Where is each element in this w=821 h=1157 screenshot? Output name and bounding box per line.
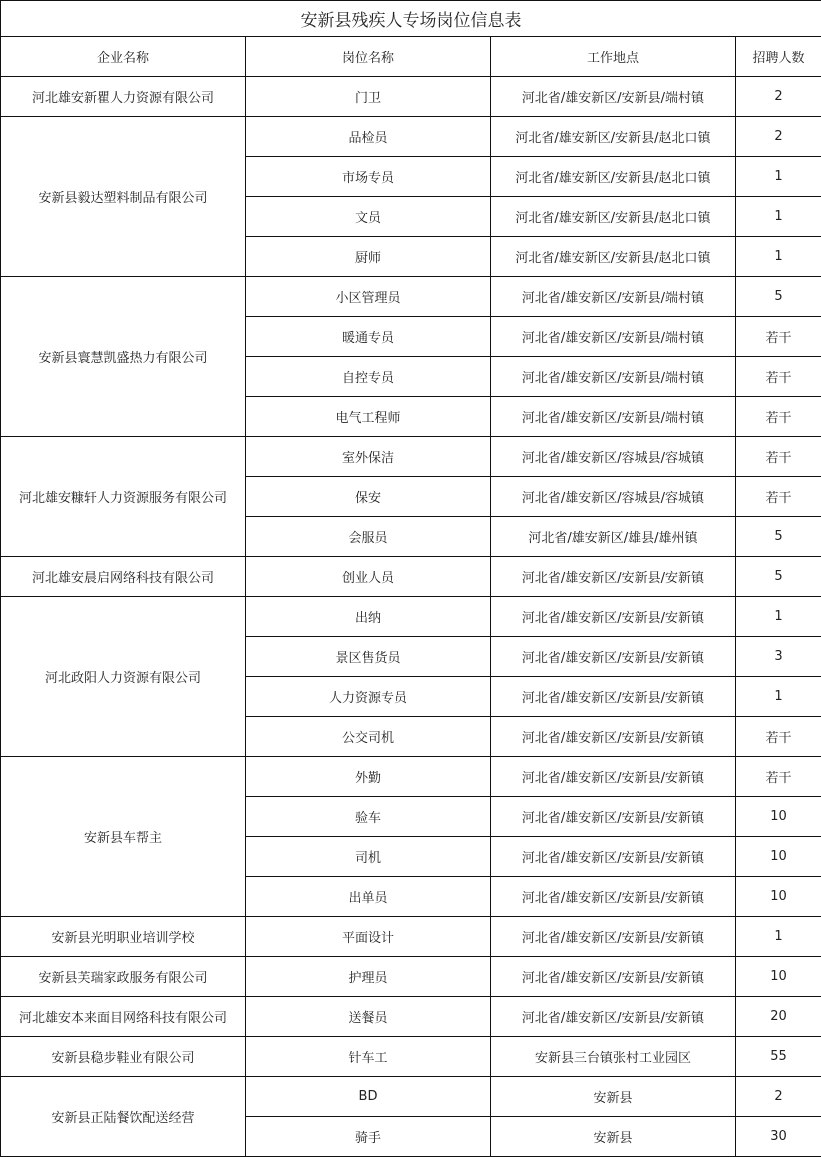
table-title: 安新县残疾人专场岗位信息表 bbox=[1, 1, 821, 37]
table-row bbox=[1, 1077, 821, 1117]
count-cell: 55 bbox=[736, 1037, 821, 1077]
location-cell: 河北省/雄安新区/安新县/端村镇 bbox=[491, 357, 736, 397]
count-cell: 若干 bbox=[736, 317, 821, 357]
table-row bbox=[1, 437, 821, 477]
company-cell: 安新县车帮主 bbox=[1, 757, 246, 917]
location-cell: 河北省/雄安新区/安新县/安新镇 bbox=[491, 837, 736, 877]
count-cell: 1 bbox=[736, 157, 821, 197]
position-cell: 针车工 bbox=[246, 1037, 491, 1077]
location-cell: 河北省/雄安新区/雄县/雄州镇 bbox=[491, 517, 736, 557]
count-cell: 若干 bbox=[736, 477, 821, 517]
position-cell: BD bbox=[246, 1077, 491, 1117]
position-cell: 护理员 bbox=[246, 957, 491, 997]
position-cell: 品检员 bbox=[246, 117, 491, 157]
table-row bbox=[1, 77, 821, 117]
count-cell: 若干 bbox=[736, 757, 821, 797]
position-cell: 自控专员 bbox=[246, 357, 491, 397]
header-count: 招聘人数 bbox=[736, 37, 821, 77]
position-cell: 暖通专员 bbox=[246, 317, 491, 357]
location-cell: 河北省/雄安新区/容城县/容城镇 bbox=[491, 477, 736, 517]
company-cell: 河北雄安新瞿人力资源有限公司 bbox=[1, 77, 246, 117]
position-cell: 验车 bbox=[246, 797, 491, 837]
table-row bbox=[1, 597, 821, 637]
position-cell: 平面设计 bbox=[246, 917, 491, 957]
count-cell: 30 bbox=[736, 1117, 821, 1157]
count-cell: 5 bbox=[736, 517, 821, 557]
table-row bbox=[1, 957, 821, 997]
location-cell: 河北省/雄安新区/容城县/容城镇 bbox=[491, 437, 736, 477]
location-cell: 河北省/雄安新区/安新县/赵北口镇 bbox=[491, 197, 736, 237]
table-row bbox=[1, 277, 821, 317]
count-cell: 1 bbox=[736, 677, 821, 717]
location-cell: 河北省/雄安新区/安新县/安新镇 bbox=[491, 677, 736, 717]
table-row bbox=[1, 117, 821, 157]
count-cell: 若干 bbox=[736, 717, 821, 757]
location-cell: 河北省/雄安新区/安新县/安新镇 bbox=[491, 637, 736, 677]
position-cell: 会服员 bbox=[246, 517, 491, 557]
count-cell: 2 bbox=[736, 1077, 821, 1117]
count-cell: 10 bbox=[736, 877, 821, 917]
table-row bbox=[1, 917, 821, 957]
location-cell: 河北省/雄安新区/安新县/安新镇 bbox=[491, 877, 736, 917]
count-cell: 10 bbox=[736, 797, 821, 837]
count-cell: 20 bbox=[736, 997, 821, 1037]
position-cell: 保安 bbox=[246, 477, 491, 517]
position-cell: 电气工程师 bbox=[246, 397, 491, 437]
location-cell: 河北省/雄安新区/安新县/端村镇 bbox=[491, 77, 736, 117]
position-cell: 公交司机 bbox=[246, 717, 491, 757]
company-cell: 河北雄安晨启网络科技有限公司 bbox=[1, 557, 246, 597]
header-location: 工作地点 bbox=[491, 37, 736, 77]
count-cell: 10 bbox=[736, 837, 821, 877]
position-cell: 小区管理员 bbox=[246, 277, 491, 317]
count-cell: 若干 bbox=[736, 437, 821, 477]
position-cell: 室外保洁 bbox=[246, 437, 491, 477]
count-cell: 5 bbox=[736, 557, 821, 597]
count-cell: 1 bbox=[736, 597, 821, 637]
position-cell: 出纳 bbox=[246, 597, 491, 637]
count-cell: 2 bbox=[736, 77, 821, 117]
count-cell: 5 bbox=[736, 277, 821, 317]
position-cell: 外勤 bbox=[246, 757, 491, 797]
count-cell: 1 bbox=[736, 197, 821, 237]
location-cell: 河北省/雄安新区/安新县/安新镇 bbox=[491, 997, 736, 1037]
count-cell: 1 bbox=[736, 917, 821, 957]
count-cell: 若干 bbox=[736, 397, 821, 437]
company-cell: 河北政阳人力资源有限公司 bbox=[1, 597, 246, 757]
company-cell: 安新县毅达塑料制品有限公司 bbox=[1, 117, 246, 277]
company-cell: 安新县光明职业培训学校 bbox=[1, 917, 246, 957]
location-cell: 河北省/雄安新区/安新县/赵北口镇 bbox=[491, 237, 736, 277]
table-row bbox=[1, 757, 821, 797]
position-cell: 送餐员 bbox=[246, 997, 491, 1037]
count-cell: 10 bbox=[736, 957, 821, 997]
position-cell: 厨师 bbox=[246, 237, 491, 277]
location-cell: 河北省/雄安新区/安新县/端村镇 bbox=[491, 317, 736, 357]
company-cell: 安新县寰慧凯盛热力有限公司 bbox=[1, 277, 246, 437]
table-row bbox=[1, 557, 821, 597]
count-cell: 3 bbox=[736, 637, 821, 677]
company-cell: 安新县芙瑞家政服务有限公司 bbox=[1, 957, 246, 997]
location-cell: 河北省/雄安新区/安新县/安新镇 bbox=[491, 917, 736, 957]
location-cell: 河北省/雄安新区/安新县/安新镇 bbox=[491, 797, 736, 837]
location-cell: 河北省/雄安新区/安新县/赵北口镇 bbox=[491, 157, 736, 197]
position-cell: 司机 bbox=[246, 837, 491, 877]
location-cell: 河北省/雄安新区/安新县/安新镇 bbox=[491, 757, 736, 797]
company-cell: 河北雄安本来面目网络科技有限公司 bbox=[1, 997, 246, 1037]
location-cell: 河北省/雄安新区/安新县/安新镇 bbox=[491, 957, 736, 997]
table-row bbox=[1, 1037, 821, 1077]
location-cell: 河北省/雄安新区/安新县/赵北口镇 bbox=[491, 117, 736, 157]
header-company: 企业名称 bbox=[1, 37, 246, 77]
position-cell: 骑手 bbox=[246, 1117, 491, 1157]
location-cell: 安新县 bbox=[491, 1077, 736, 1117]
header-position: 岗位名称 bbox=[246, 37, 491, 77]
position-cell: 人力资源专员 bbox=[246, 677, 491, 717]
table-body bbox=[1, 77, 821, 1157]
position-cell: 文员 bbox=[246, 197, 491, 237]
count-cell: 2 bbox=[736, 117, 821, 157]
position-cell: 创业人员 bbox=[246, 557, 491, 597]
location-cell: 安新县三台镇张村工业园区 bbox=[491, 1037, 736, 1077]
count-cell: 若干 bbox=[736, 357, 821, 397]
company-cell: 安新县正陆餐饮配送经营 bbox=[1, 1077, 246, 1157]
position-cell: 市场专员 bbox=[246, 157, 491, 197]
position-cell: 景区售货员 bbox=[246, 637, 491, 677]
company-cell: 安新县稳步鞋业有限公司 bbox=[1, 1037, 246, 1077]
location-cell: 河北省/雄安新区/安新县/端村镇 bbox=[491, 277, 736, 317]
table-row bbox=[1, 997, 821, 1037]
location-cell: 河北省/雄安新区/安新县/端村镇 bbox=[491, 397, 736, 437]
location-cell: 安新县 bbox=[491, 1117, 736, 1157]
location-cell: 河北省/雄安新区/安新县/安新镇 bbox=[491, 597, 736, 637]
position-cell: 出单员 bbox=[246, 877, 491, 917]
count-cell: 1 bbox=[736, 237, 821, 277]
position-cell: 门卫 bbox=[246, 77, 491, 117]
company-cell: 河北雄安糠轩人力资源服务有限公司 bbox=[1, 437, 246, 557]
location-cell: 河北省/雄安新区/安新县/安新镇 bbox=[491, 717, 736, 757]
location-cell: 河北省/雄安新区/安新县/安新镇 bbox=[491, 557, 736, 597]
